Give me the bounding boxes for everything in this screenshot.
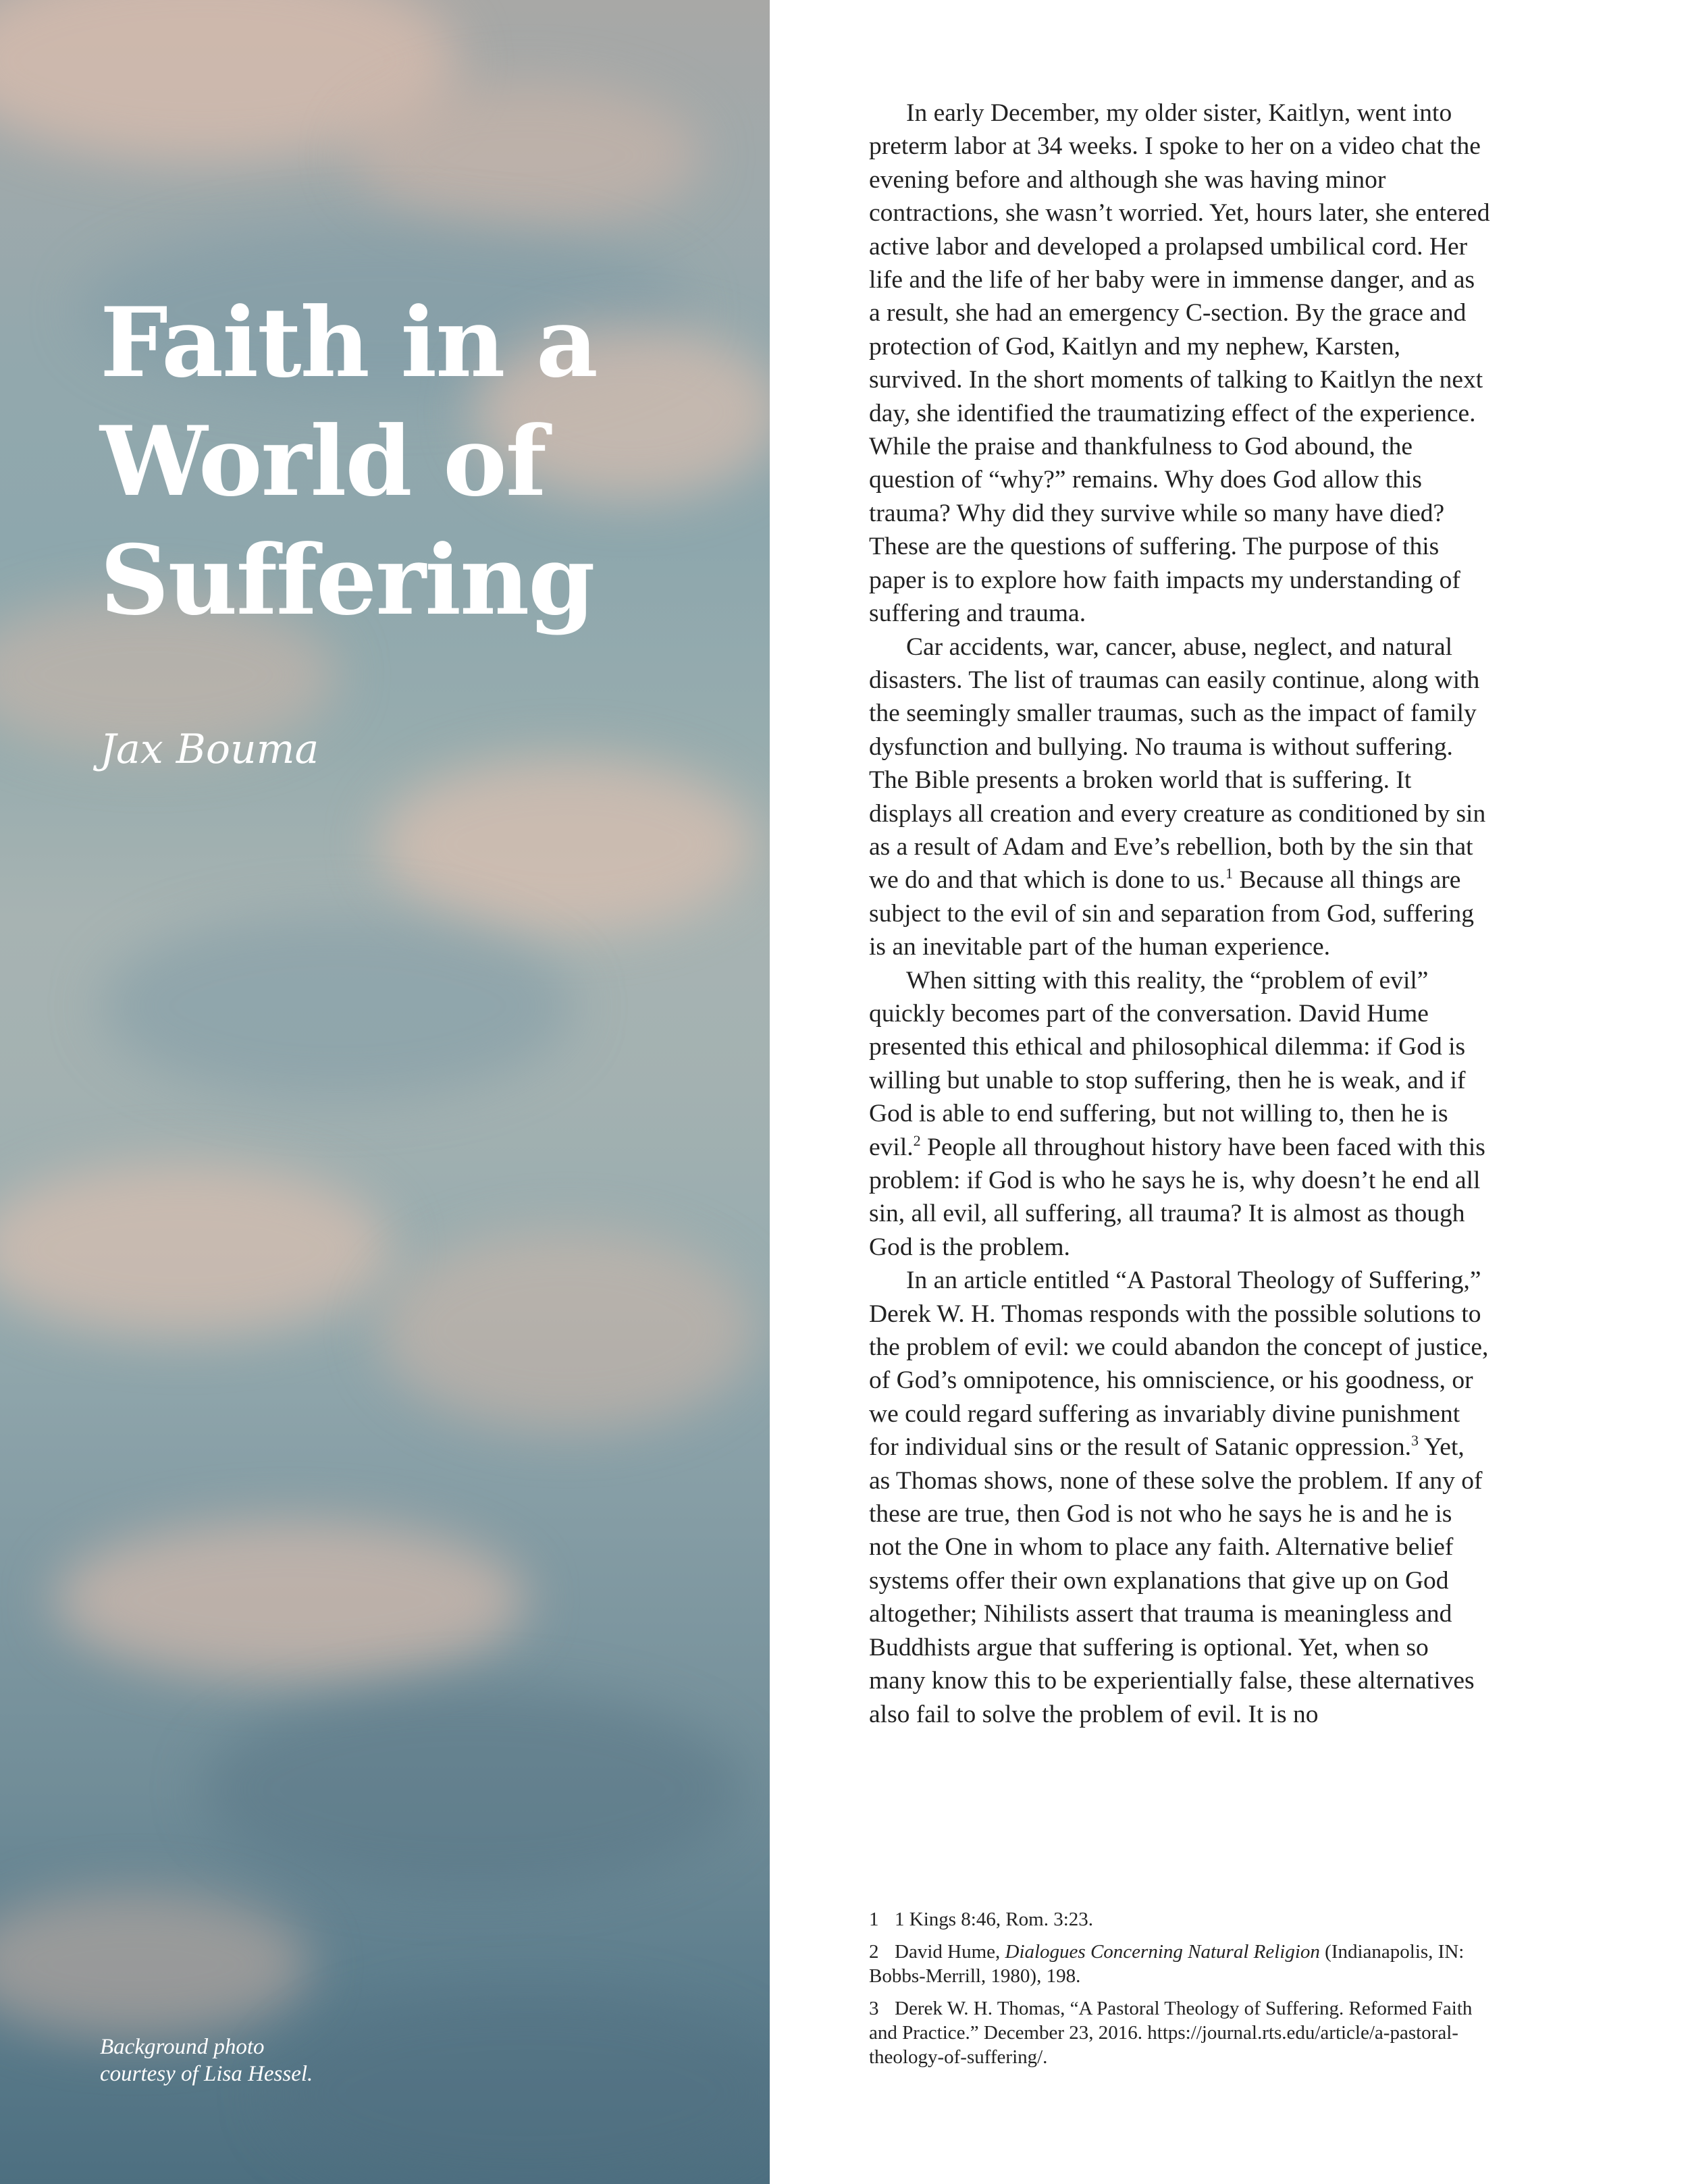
body-paragraph: When sitting with this reality, the “problem of evil” quickly becomes part of the conversation. David Hume presented this ethical and philosophical dilemma: if God is willing but unable to stop suffering, then he is weak, and if God is able to end suffering, but not willing to, then he is evil.$^2$ People all throughout history have been faced with this problem: if God is who he says he is, why doesn’t he end all sin, all evil, all suffering, all trauma? It is almost as though God is the problem. [869,966,1485,1261]
photo-credit [100,2033,313,2087]
cloud-highlight [351,81,702,230]
footnote-text: Derek W. H. Thomas, “A Pastoral Theology of Suffering. Reformed Faith and Practice.” December 23, 2016. https://journal.rts.edu/article/a-pastoral-theology-of-suffering/. [869,1998,1473,2068]
cloud-highlight [54,1519,527,1681]
cloud-highlight [378,1229,756,1431]
article-body [869,97,1490,1731]
cloud-shadow [203,1688,743,1890]
article-title: Faith in a World of Suffering [100,287,597,637]
cloud-shadow [101,911,574,1100]
cloud-highlight [0,1161,392,1337]
footnote-reference[interactable]: 2 [913,1131,921,1149]
cloud-shadow [270,1992,770,2184]
footnote [869,1907,1490,1932]
cloud-highlight [0,1890,311,2039]
footnote-text: 1 Kings 8:46, Rom. 3:23. [895,1909,1094,1930]
body-paragraph: In an article entitled “A Pastoral Theology of Suffering,” Derek W. H. Thomas responds with the possible solutions to the problem of evil: we could abandon the concept of justice, of God’s omnipotence, his omniscience, or his goodness, or we could regard suffering as invariably divine punishment for individual sins or the result of Satanic oppression.$^3$ Yet, as Thomas shows, none of these solve the problem. If any of these are true, then God is not who he says he is and he is not the One in whom to place any faith. Alternative belief systems offer their own explanations that give up on God altogether; Nihilists assert that trauma is meaningless and Buddhists argue that suffering is optional. Yet, when so many know this to be experientially false, these alternatives also fail to solve the problem of evil. It is no [869,1267,1489,1728]
footnote-number: 1 [869,1909,879,1930]
cloud-highlight [378,756,756,932]
photo-credit-line: courtesy of Lisa Hessel. [100,2062,313,2086]
footnotes [869,1907,1490,2077]
footnote-text: David Hume, [895,1941,1005,1963]
background-photo-panel [0,0,770,2184]
footnote-reference[interactable]: 1 [1225,865,1234,882]
footnote-number: 2 [869,1941,879,1963]
author-name: Jax Bouma [100,726,319,773]
footnote-book-title: Dialogues Concerning Natural Religion [1005,1941,1320,1963]
footnote [869,1996,1490,2069]
body-paragraph: Car accidents, war, cancer, abuse, neglect, and natural disasters. The list of traumas can easily continue, along with the seemingly smaller traumas, such as the impact of family dysfunction and bullying. No trauma is without suffering. The Bible presents a broken world that is suffering. It displays all creation and every creature as conditioned by sin as a result of Adam and Eve’s rebellion, both by the sin that we do and that which is done to us.$^1$ Because all things are subject to the evil of sin and separation from God, suffering is an inevitable part of the human experience. [869,633,1486,961]
footnote-number: 3 [869,1998,879,2019]
footnote-reference[interactable]: 3 [1411,1432,1419,1449]
body-paragraph: In early December, my older sister, Kaitlyn, went into preterm labor at 34 weeks. I spoke to her on a video chat the evening before and although she was having minor contractions, she wasn’t worried. Yet, hours later, she entered active labor and developed a prolapsed umbilical cord. Her life and the life of her baby were in immense danger, and as a result, she had an emergency C-section. By the grace and protection of God, Kaitlyn and my nephew, Karsten, survived. In the short moments of talking to Kaitlyn the next day, she identified the traumatizing effect of the experience. While the praise and thankfulness to God abound, the question of “why?” remains. Why does God allow this trauma? Why did they survive while so many have died? These are the questions of suffering. The purpose of this paper is to explore how faith impacts my understanding of suffering and trauma. [869,99,1490,628]
photo-credit-line: Background photo [100,2035,265,2059]
footnote [869,1940,1490,1988]
footnote-text: (Indianapolis, IN: Bobbs-Merrill, 1980), 198. [869,1941,1465,1987]
